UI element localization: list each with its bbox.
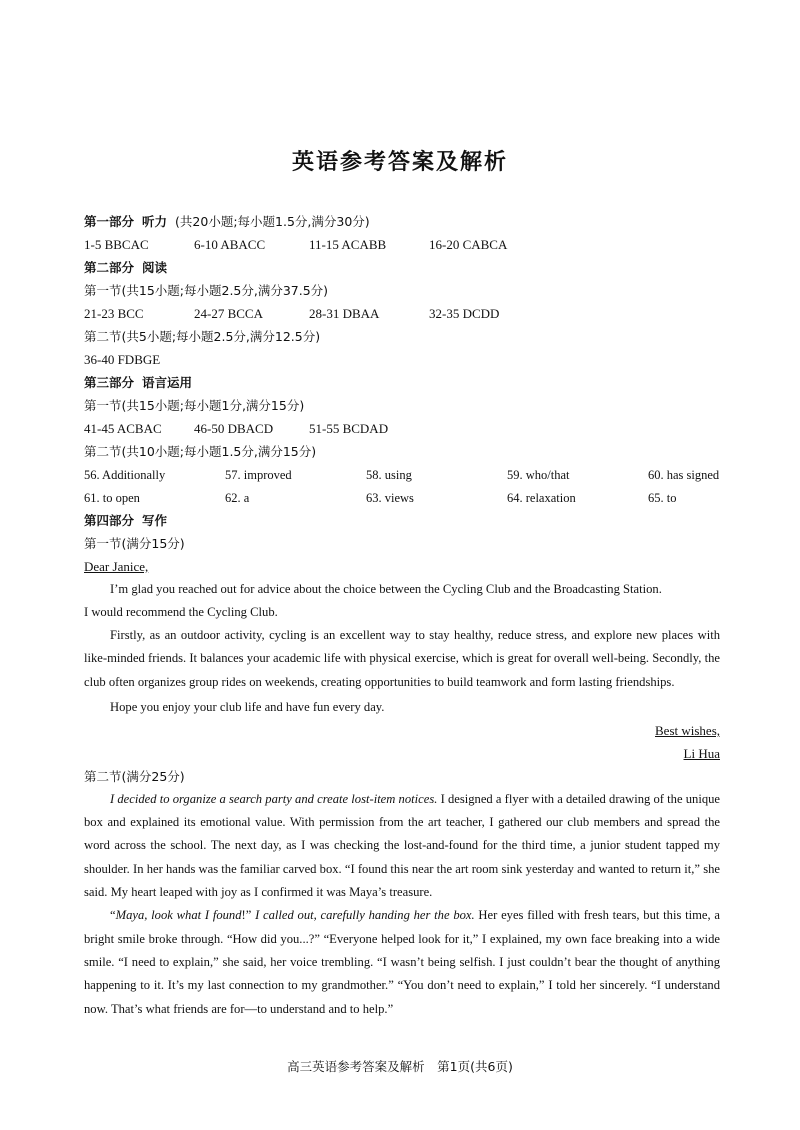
part3-name: 语言运用	[142, 375, 193, 390]
blank-answer: 63. views	[366, 491, 414, 505]
part2-label: 第二部分	[84, 260, 135, 275]
part1-note: (共20小题;每小题1.5分,满分30分)	[175, 214, 370, 229]
letter-line: I would recommend the Cycling Club.	[84, 605, 278, 619]
part1-heading	[84, 210, 720, 233]
document-body	[84, 210, 720, 1021]
blank-answer: 62. a	[225, 491, 250, 505]
answer-group: 16-20 CABCA	[429, 237, 508, 252]
story-text: !”	[241, 908, 256, 923]
blank-answer: 58. using	[366, 468, 412, 482]
story-text: I designed a flyer with a detailed drawing of the unique box and explained its emotional value. With permission from the art teacher, I gathered our club members and spread the word across the school. The next day, as I was checking the lost-and-found for the third time, a junior student tapped my shoulder. In her hands was the familiar carved box. “I found this near the art room sink yesterday and wanted to return it,” she said. My heart leaped with joy as I confirmed it was Maya’s treasure.	[84, 791, 721, 900]
answer-group: 24-27 BCCA	[194, 306, 263, 321]
story-italic: I decided to organize a search party and create lost-item notices.	[110, 791, 438, 806]
part3-sec2-note: 第二节(共10小题;每小题1.5分,满分15分)	[84, 444, 317, 459]
part4-heading	[84, 509, 720, 532]
part4-label: 第四部分	[84, 513, 135, 528]
part2-sec1-note: 第一节(共15小题;每小题2.5分,满分37.5分)	[84, 283, 329, 298]
answer-group: 46-50 DBACD	[194, 421, 274, 436]
blank-answer: 59. who/that	[507, 468, 570, 482]
part3-sec1-answers	[84, 417, 720, 440]
story-text: “	[110, 908, 116, 923]
answer-group: 51-55 BCDAD	[309, 421, 389, 436]
blank-answer: 64. relaxation	[507, 491, 576, 505]
part4-sec1-note: 第一节(满分15分)	[84, 536, 185, 551]
letter-line: I’m glad you reached out for advice about the choice between the Cycling Club and the Broadcasting Station.	[110, 582, 662, 596]
part2-sec2-answers: 36-40 FDBGE	[84, 352, 161, 367]
answer-group: 32-35 DCDD	[429, 306, 500, 321]
part2-name: 阅读	[142, 260, 168, 275]
part3-label: 第三部分	[84, 375, 135, 390]
answer-group: 41-45 ACBAC	[84, 421, 162, 436]
answer-group: 1-5 BBCAC	[84, 237, 149, 252]
answer-group: 21-23 BCC	[84, 306, 144, 321]
page-footer: 高三英语参考答案及解析 第1页(共6页)	[287, 1059, 513, 1074]
page-title: 英语参考答案及解析	[291, 150, 508, 175]
story-italic: I called out, carefully handing her the box.	[255, 908, 475, 923]
part1-name: 听力	[142, 214, 168, 229]
blank-answers-row	[84, 486, 720, 509]
part4-sec2-note: 第二节(满分25分)	[84, 768, 185, 784]
part2-sec1-answers	[84, 302, 720, 325]
blank-answer: 56. Additionally	[84, 468, 166, 482]
story-text: Her eyes filled with fresh tears, but this time, a bright smile broke through. “How did you...?” “Everyone helped look for it,” I explained, my own face breaking into a wide smile. “I need to explain,” she said, her voice trembling. “I wasn’t being selfish. I just couldn’t bear the thought of anything happening to it. It’s my last connection to my grandmother.” “You don’t need to explain,” I told her sincerely. “I understand now. That’s what friends are for—to understand and to help.”	[84, 908, 720, 1016]
blank-answers-row	[84, 463, 720, 486]
part4-name: 写作	[142, 513, 168, 528]
story-paragraph	[84, 788, 720, 904]
letter-closing: Best wishes,	[655, 722, 720, 738]
blank-answer: 65. to	[648, 491, 677, 505]
blank-answer: 61. to open	[84, 491, 140, 505]
answer-group: 28-31 DBAA	[309, 306, 380, 321]
letter-signature: Li Hua	[683, 745, 720, 761]
part1-label: 第一部分	[84, 214, 135, 229]
story-italic: Maya, look what I found	[115, 908, 242, 923]
answer-group: 11-15 ACABB	[309, 237, 387, 252]
letter-paragraph: Hope you enjoy your club life and have fun every day.	[110, 699, 385, 714]
part2-heading	[84, 256, 720, 279]
answer-group: 6-10 ABACC	[194, 237, 266, 252]
letter-salutation: Dear Janice,	[84, 559, 149, 574]
part3-heading	[84, 371, 720, 394]
blank-answer: 60. has signed	[648, 468, 720, 482]
part2-sec2-note: 第二节(共5小题;每小题2.5分,满分12.5分)	[84, 329, 321, 344]
part1-answers	[84, 233, 720, 256]
story-paragraph	[84, 904, 720, 1020]
letter-paragraph: Firstly, as an outdoor activity, cycling is an excellent way to stay healthy, reduce stress, and explore new places with like-minded friends. It balances your academic life with physical exercise, which is great for overall well-being. Secondly, the club often organizes group rides on weekends, creating opportunities to build teamwork and form lasting friendships.	[84, 628, 720, 689]
part3-sec1-note: 第一节(共15小题;每小题1分,满分15分)	[84, 398, 305, 413]
blank-answer: 57. improved	[225, 468, 292, 482]
